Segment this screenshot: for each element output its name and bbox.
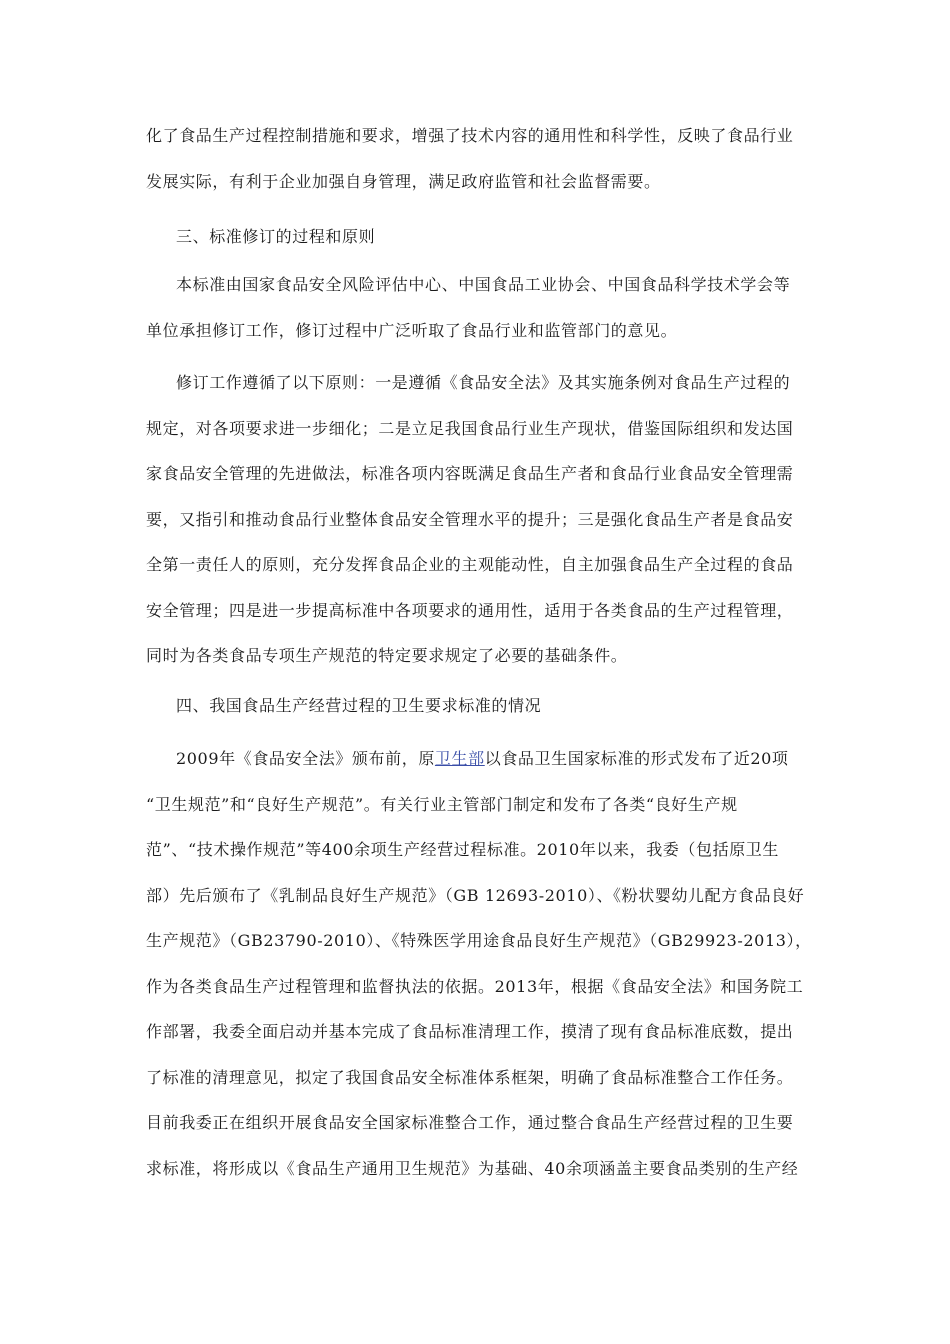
- paragraph-line: 部）先后颁布了《乳制品良好生产规范》（GB 12693-2010）、《粉状婴幼儿配方食品良好: [146, 886, 805, 905]
- paragraph-line: 范”、“技术操作规范”等400余项生产经营过程标准。2010年以来，我委（包括原卫生: [146, 840, 779, 859]
- paragraph-line: 要，又指引和推动食品行业整体食品安全管理水平的提升；三是强化食品生产者是食品安: [146, 510, 794, 529]
- paragraph-line: 规定，对各项要求进一步细化；二是立足我国食品行业生产现状，借鉴国际组织和发达国: [146, 419, 794, 438]
- paragraph-line: 目前我委正在组织开展食品安全国家标准整合工作，通过整合食品生产经营过程的卫生要: [146, 1113, 794, 1132]
- paragraph-line: 作为各类食品生产过程管理和监督执法的依据。2013年，根据《食品安全法》和国务院工: [146, 977, 804, 996]
- paragraph-line: 作部署，我委全面启动并基本完成了食品标准清理工作，摸清了现有食品标准底数，提出: [146, 1022, 794, 1041]
- section-heading-4: 四、我国食品生产经营过程的卫生要求标准的情况: [176, 696, 542, 715]
- line-text-before-link: 2009年《食品安全法》颁布前，原: [176, 749, 435, 768]
- paragraph-line: 发展实际，有利于企业加强自身管理，满足政府监管和社会监督需要。: [146, 172, 661, 191]
- paragraph-line: 单位承担修订工作，修订过程中广泛听取了食品行业和监管部门的意见。: [146, 321, 678, 340]
- section-heading-3: 三、标准修订的过程和原则: [176, 227, 376, 246]
- paragraph-line: 生产规范》（GB23790-2010）、《特殊医学用途食品良好生产规范》（GB29923-2013），: [146, 931, 812, 950]
- paragraph-line: 化了食品生产过程控制措施和要求，增强了技术内容的通用性和科学性，反映了食品行业: [146, 126, 794, 145]
- paragraph-line: 安全管理；四是进一步提高标准中各项要求的通用性，适用于各类食品的生产过程管理，: [146, 601, 794, 620]
- paragraph-line: 家食品安全管理的先进做法，标准各项内容既满足食品生产者和食品行业食品安全管理需: [146, 464, 794, 483]
- paragraph-line: 本标准由国家食品安全风险评估中心、中国食品工业协会、中国食品科学技术学会等: [176, 275, 791, 294]
- paragraph-line: 了标准的清理意见，拟定了我国食品安全标准体系框架，明确了食品标准整合工作任务。: [146, 1068, 794, 1087]
- paragraph-line-with-link: [176, 748, 816, 770]
- paragraph-line: 修订工作遵循了以下原则：一是遵循《食品安全法》及其实施条例对食品生产过程的: [176, 373, 791, 392]
- paragraph-line: “卫生规范”和“良好生产规范”。有关行业主管部门制定和发布了各类“良好生产规: [146, 795, 738, 814]
- paragraph-line: 全第一责任人的原则，充分发挥食品企业的主观能动性，自主加强食品生产全过程的食品: [146, 555, 794, 574]
- weishengbu-link[interactable]: 卫生部: [434, 749, 485, 768]
- line-text-after-link: 以食品卫生国家标准的形式发布了近20项: [484, 749, 789, 768]
- paragraph-line: 求标准，将形成以《食品生产通用卫生规范》为基础、40余项涵盖主要食品类别的生产经: [146, 1159, 799, 1178]
- paragraph-line: 同时为各类食品专项生产规范的特定要求规定了必要的基础条件。: [146, 646, 628, 665]
